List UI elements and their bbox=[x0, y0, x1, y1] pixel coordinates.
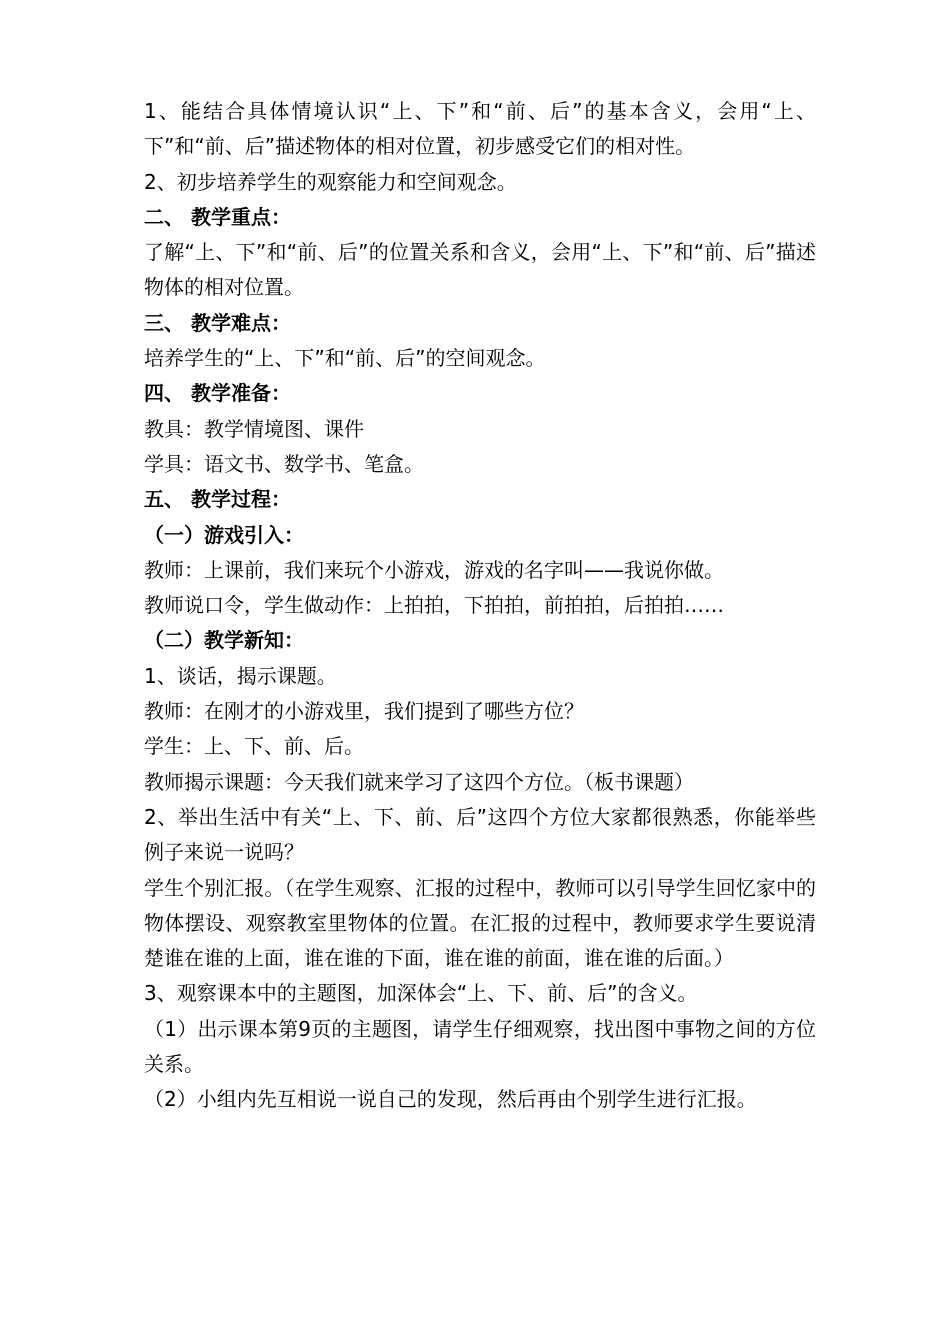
subheading-game-intro: （一）游戏引入： bbox=[144, 522, 304, 547]
section-heading-process: 五、 教学过程： bbox=[144, 487, 291, 512]
document-page bbox=[144, 94, 816, 1118]
student-tools-text: 学具：语文书、数学书、笔盒。 bbox=[144, 451, 424, 476]
section-heading-difficulties: 三、 教学难点： bbox=[144, 310, 291, 335]
step-3-sub-2: （2）小组内先互相说一说自己的发现，然后再由个别学生进行汇报。 bbox=[144, 1087, 757, 1112]
objective-1: 1、能结合具体情境认识“上、下”和“前、后”的基本含义，会用“上、下”和“前、后”描述物体的相对位置，初步感受它们的相对性。 bbox=[144, 99, 816, 159]
section-heading-preparation: 四、 教学准备： bbox=[144, 381, 291, 406]
step-2-text: 2、举出生活中有关“上、下、前、后”这四个方位大家都很熟悉，你能举些例子来说一说吗？ bbox=[144, 804, 816, 865]
teaching-tools-text: 教具：教学情境图、课件 bbox=[144, 416, 364, 441]
difficulties-text: 培养学生的“上、下”和“前、后”的空间观念。 bbox=[144, 346, 546, 371]
game-intro-line-1: 教师：上课前，我们来玩个小游戏，游戏的名字叫——我说你做。 bbox=[144, 557, 724, 582]
section-heading-key-points: 二、 教学重点： bbox=[144, 204, 291, 229]
step-3-sub-1: （1）出示课本第9页的主题图，请学生仔细观察，找出图中事物之间的方位关系。 bbox=[144, 1016, 816, 1077]
objective-2: 2、初步培养学生的观察能力和空间观念。 bbox=[144, 169, 517, 194]
student-report-text: 学生个别汇报。（在学生观察、汇报的过程中，教师可以引导学生回忆家中的物体摆设、观察教室里物体的位置。在汇报的过程中，教师要求学生要说清楚谁在谁的上面，谁在谁的下面，谁在谁的前面，谁在谁的后面。） bbox=[144, 875, 816, 971]
step-3-text: 3、观察课本中的主题图，加深体会“上、下、前、后”的含义。 bbox=[144, 981, 698, 1006]
subheading-new-knowledge: （二）教学新知： bbox=[144, 628, 304, 653]
teacher-reveal-topic: 教师揭示课题：今天我们就来学习了这四个方位。（板书课题） bbox=[144, 769, 694, 794]
teacher-question: 教师：在刚才的小游戏里，我们提到了哪些方位？ bbox=[144, 699, 584, 724]
game-intro-line-2: 教师说口令，学生做动作：上拍拍，下拍拍，前拍拍，后拍拍…… bbox=[144, 593, 724, 618]
key-points-text: 了解“上、下”和“前、后”的位置关系和含义，会用“上、下”和“前、后”描述物体的相对位置。 bbox=[144, 240, 816, 300]
step-1-title: 1、谈话，揭示课题。 bbox=[144, 663, 337, 688]
student-answer: 学生：上、下、前、后。 bbox=[144, 734, 364, 759]
